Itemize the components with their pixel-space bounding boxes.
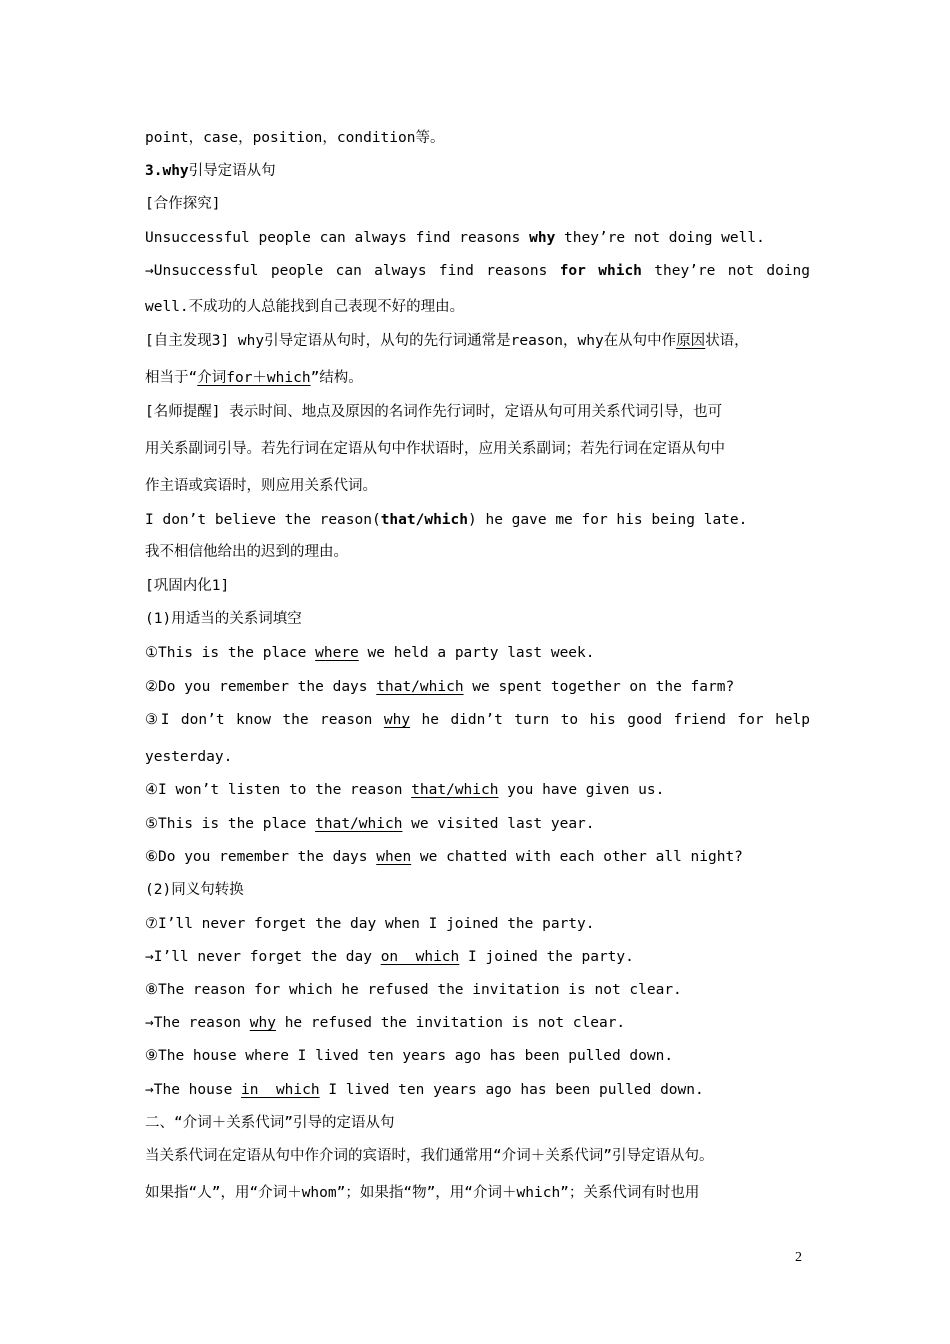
answer-blank: that/which bbox=[411, 782, 499, 798]
example-translation-2: 我不相信他给出的迟到的理由。 bbox=[145, 544, 348, 560]
answer-blank: 原因 bbox=[676, 333, 706, 349]
exercise-item-3: ③I don’t know the reason why he didn’t turn to his good friend for help bbox=[145, 712, 810, 728]
exercise-item-4: ④I won’t listen to the reason that/which you have given us. bbox=[145, 782, 665, 798]
exercise-item-6: ⑥Do you remember the days when we chatted with each other all night? bbox=[145, 849, 743, 865]
example-translation: well.不成功的人总能找到自己表现不好的理由。 bbox=[145, 299, 465, 315]
example-sentence-for-which: →Unsuccessful people can always find reasons for which they’re not doing bbox=[145, 263, 810, 279]
teacher-tip-line-2: 用关系副词引导。若先行词在定语从句中作状语时，应用关系副词；若先行词在定语从句中 bbox=[145, 441, 725, 457]
example-sentence-reason: I don’t believe the reason(that/which) he gave me for his being late. bbox=[145, 512, 748, 528]
exercise-item-8-answer: →The reason why he refused the invitation is not clear. bbox=[145, 1015, 626, 1031]
answer-blank: that/which bbox=[315, 816, 403, 832]
answer-blank: when bbox=[376, 849, 412, 865]
exercise-item-1: ①This is the place where we held a party last week. bbox=[145, 645, 595, 661]
section-heading-preposition-pronoun: 二、“介词＋关系代词”引导的定语从句 bbox=[145, 1115, 395, 1131]
answer-blank: why bbox=[383, 712, 411, 728]
label-cooperative-inquiry: [合作探究] bbox=[145, 196, 221, 212]
label-consolidation-1: [巩固内化1] bbox=[145, 578, 230, 594]
exercise-item-5: ⑤This is the place that/which we visited last year. bbox=[145, 816, 595, 832]
example-sentence-why: Unsuccessful people can always find reasons why they’re not doing well. bbox=[145, 230, 765, 246]
text-line-1: point，case，position，condition等。 bbox=[145, 130, 445, 146]
self-discovery-3-cont: 相当于“介词for＋which”结构。 bbox=[145, 370, 363, 386]
exercise-item-3-cont: yesterday. bbox=[145, 749, 233, 765]
teacher-tip-line-1: [名师提醒] 表示时间、地点及原因的名词作先行词时，定语从句可用关系代词引导，也可 bbox=[145, 404, 723, 420]
exercise-item-9-answer: →The house in which I lived ten years ago has been pulled down. bbox=[145, 1082, 704, 1098]
paragraph-line-1: 当关系代词在定语从句中作介词的宾语时，我们通常用“介词＋关系代词”引导定语从句。 bbox=[145, 1148, 714, 1164]
answer-blank: where bbox=[315, 645, 359, 661]
answer-blank: 介词for＋which bbox=[197, 370, 311, 386]
exercise-item-8: ⑧The reason for which he refused the invitation is not clear. bbox=[145, 982, 682, 998]
answer-blank: why bbox=[249, 1015, 276, 1031]
exercise-item-2: ②Do you remember the days that/which we spent together on the farm? bbox=[145, 679, 735, 695]
answer-blank: in which bbox=[241, 1082, 320, 1098]
exercise-item-7-answer: →I’ll never forget the day on which I joined the party. bbox=[145, 949, 634, 965]
self-discovery-3: [自主发现3] why引导定语从句时，从句的先行词通常是reason，why在从句中作原因状语， bbox=[145, 333, 749, 349]
answer-blank: that/which bbox=[376, 679, 464, 695]
exercise-heading-2: (2)同义句转换 bbox=[145, 882, 244, 898]
section-heading-why: 3.why引导定语从句 bbox=[145, 163, 276, 179]
exercise-item-9: ⑨The house where I lived ten years ago has been pulled down. bbox=[145, 1048, 674, 1064]
page-number: 2 bbox=[795, 1250, 802, 1265]
answer-blank: on which bbox=[380, 949, 460, 965]
exercise-heading-1: (1)用适当的关系词填空 bbox=[145, 611, 302, 627]
teacher-tip-line-3: 作主语或宾语时，则应用关系代词。 bbox=[145, 478, 377, 494]
exercise-item-7: ⑦I’ll never forget the day when I joined the party. bbox=[145, 916, 595, 932]
paragraph-line-2: 如果指“人”，用“介词＋whom”；如果指“物”，用“介词＋which”；关系代词有时也用 bbox=[145, 1185, 700, 1201]
